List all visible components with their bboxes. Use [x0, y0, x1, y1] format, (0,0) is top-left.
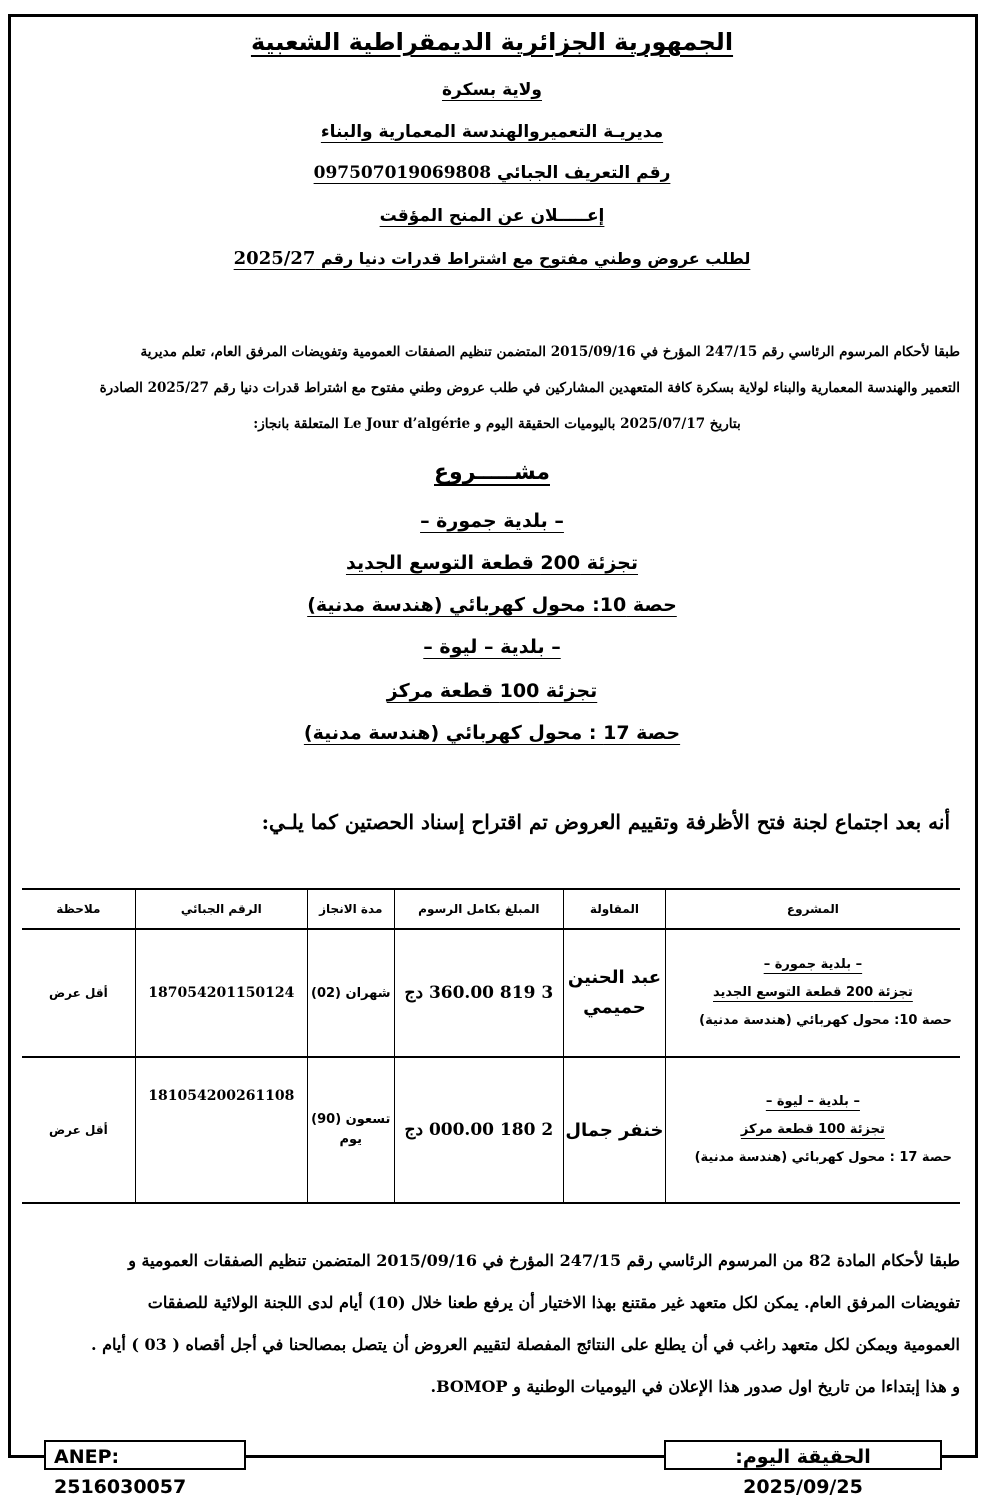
publication-date: 2025/09/25	[743, 1476, 863, 1498]
tax-id-line	[0, 163, 984, 183]
row2-commune: – بلدية – ليوة –	[765, 1094, 860, 1109]
tender-line	[0, 248, 984, 269]
row1-lot: حصة 10: محول كهربائي (هندسة مدنية)	[699, 1013, 952, 1028]
row2-note: أقل عرض	[22, 1057, 135, 1203]
lot2-commune: – بلدية – ليوة –	[423, 636, 561, 658]
table-header-row	[22, 889, 960, 929]
row1-tax-id: 187054201150124	[135, 929, 307, 1057]
col-project: المشروع	[665, 889, 960, 929]
row1-contractor: عبد الحنين حميمي	[564, 929, 666, 1057]
col-amount: المبلغ بكامل الرسوم	[394, 889, 563, 929]
notice-title: إعـــــلان عن المنح المؤقت	[379, 206, 605, 226]
anep-reference: ANEP: 2516030057	[44, 1440, 246, 1470]
newspaper-date-box	[664, 1440, 942, 1498]
tender-text: لطلب عروض وطني مفتوح مع اشتراط قدرات دنيا رقم	[320, 249, 751, 268]
row2-duration: تسعون (90) يوم	[307, 1057, 394, 1203]
wilaya-name: ولاية بسكرة	[441, 80, 543, 100]
intro-line-1: طبقا لأحكام المرسوم الرئاسي رقم 247/15 المؤرخ في 2015/09/16 المتضمن تنظيم الصفقات العمومية وتفويضات المرفق العام، تعلم مديرية	[140, 344, 960, 360]
row2-contractor: خنفر جمال	[564, 1057, 666, 1203]
intro-line-2: التعمير والهندسة المعمارية والبناء لولاية بسكرة كافة المتعهدين المشاركين في طلب عروض وطني مفتوح مع اشتراط قدرات دنيا رقم 2025/27 الصادرة	[99, 380, 960, 396]
award-table	[22, 888, 960, 1204]
lot1-title: حصة 10: محول كهربائي (هندسة مدنية)	[307, 594, 677, 616]
closing-line-2: تفويضات المرفق العام. يمكن لكل متعهد غير مقتنع بهذا الاختيار أن يرفع طعنا خلال (10) أيام لدى اللجنة الولائية للصفقات	[147, 1293, 960, 1312]
closing-line-3: العمومية ويمكن لكل متعهد راغب في أن يطلع على النتائج المفصلة لتقييم العروض أن يتصل بمصالحنا في أجل أقصاه ( 03 ) أيام .	[90, 1335, 960, 1354]
republic-title: الجمهورية الجزائرية الديمقراطية الشعبية	[250, 28, 734, 56]
lot2-title: حصة 17 : محول كهربائي (هندسة مدنية)	[303, 722, 681, 744]
row1-subdivision: تجزئة 200 قطعة التوسع الجديد	[713, 985, 913, 1000]
tax-id-value: 097507019069808	[313, 163, 492, 183]
col-contractor: المقاولة	[564, 889, 666, 929]
closing-line-1: طبقا لأحكام المادة 82 من المرسوم الرئاسي رقم 247/15 المؤرخ في 2015/09/16 المتضمن تنظيم الصفقات العمومية و	[128, 1251, 960, 1270]
intro-paragraph	[34, 334, 960, 442]
row1-duration: شهران (02)	[307, 929, 394, 1057]
award-announcement: أنه بعد اجتماع لجنة فتح الأظرفة وتقييم العروض تم اقتراح إسناد الحصتين كما يلـي:	[261, 810, 950, 834]
lot2-subdivision: تجزئة 100 قطعة مركز	[386, 680, 598, 702]
table-row	[22, 1057, 960, 1203]
row2-tax-id: 181054200261108	[135, 1057, 307, 1203]
tax-id-label: رقم التعريف الجبائي	[496, 163, 671, 183]
closing-paragraph	[34, 1240, 960, 1408]
row1-project	[665, 929, 960, 1057]
closing-line-4: و هذا إبتداءا من تاريخ اول صدور هذا الإعلان في اليوميات الوطنية و BOMOP.	[430, 1377, 960, 1396]
col-note: ملاحظة	[22, 889, 135, 929]
tender-number: 2025/27	[233, 248, 316, 269]
col-tax-id: الرقم الجبائي	[135, 889, 307, 929]
row1-note: أقل عرض	[22, 929, 135, 1057]
row1-commune: – بلدية جمورة –	[763, 957, 863, 972]
row2-lot: حصة 17 : محول كهربائي (هندسة مدنية)	[694, 1150, 952, 1165]
newspaper-label: الحقيقة اليوم:	[735, 1446, 871, 1468]
intro-line-3: بتاريخ 2025/07/17 باليوميات الحقيقة اليوم و Le Jour d’algérie المتعلقة بانجاز:	[253, 416, 741, 432]
directorate-name: مديريـة التعميروالهندسة المعمارية والبناء	[320, 122, 664, 142]
row1-amount: 3 819 360.00 دج	[394, 929, 563, 1057]
project-heading: مشـــــروع	[434, 460, 550, 485]
row2-subdivision: تجزئة 100 قطعة مركز	[740, 1122, 885, 1137]
row2-amount: 2 180 000.00 دج	[394, 1057, 563, 1203]
table-row	[22, 929, 960, 1057]
lot1-subdivision: تجزئة 200 قطعة التوسع الجديد	[345, 552, 639, 574]
lot1-commune: – بلدية جمورة –	[420, 510, 564, 532]
row2-project	[665, 1057, 960, 1203]
col-duration: مدة الانجاز	[307, 889, 394, 929]
